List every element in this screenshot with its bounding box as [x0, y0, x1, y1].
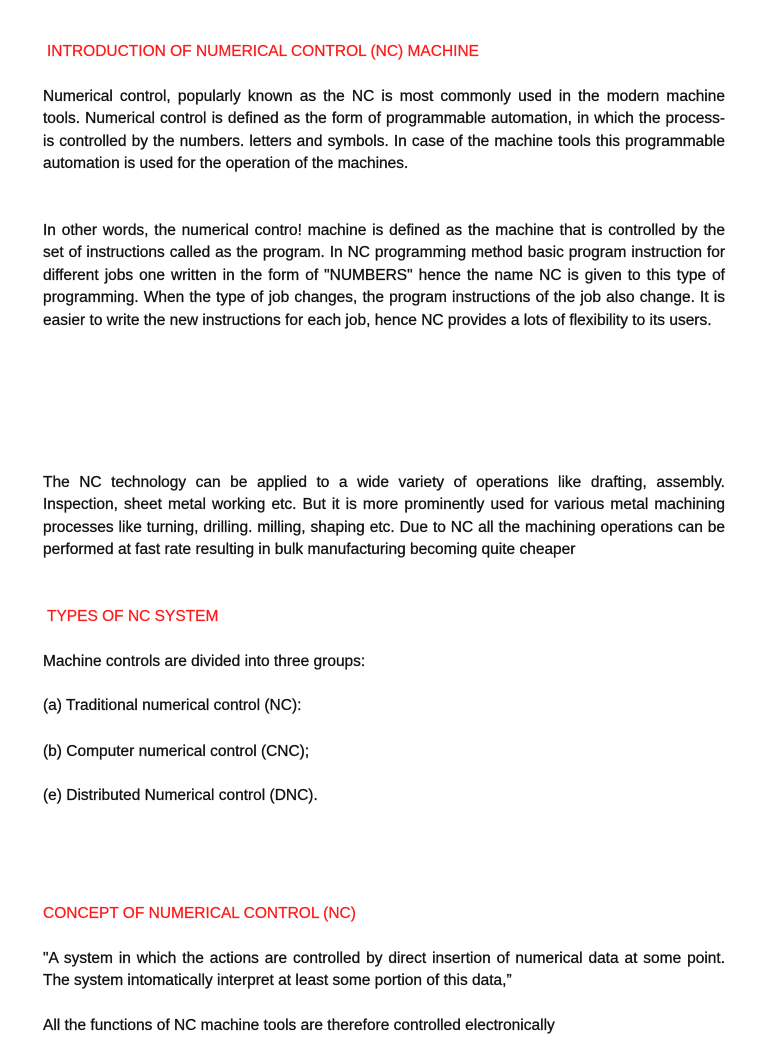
intro-paragraph-3: The NC technology can be applied to a wide variety of operations like drafting, assembly. Inspection, sheet metal working etc. But it is more prominently used for various metal machining processes like turning, drilling. milling, shaping etc. Due to NC all the machining operations can be performed at fast rate resulting in bulk manufacturing becoming quite cheaper	[43, 474, 725, 559]
types-item-b: (b) Computer numerical control (CNC);	[43, 743, 310, 760]
types-heading: TYPES OF NC SYSTEM	[47, 608, 219, 625]
concept-quote: "A system in which the actions are controlled by direct insertion of numerical data at some point. The system intomatically interpret at least some portion of this data,”	[43, 950, 725, 990]
concept-partial-line: All the functions of NC machine tools are therefore controlled electronically	[43, 1017, 555, 1034]
types-lead: Machine controls are divided into three groups:	[43, 653, 366, 670]
types-item-a: (a) Traditional numerical control (NC):	[43, 697, 302, 714]
intro-heading: INTRODUCTION OF NUMERICAL CONTROL (NC) MACHINE	[47, 43, 479, 60]
intro-paragraph-2: In other words, the numerical contro! machine is defined as the machine that is controlled by the set of instructions called as the program. In NC programming method basic program instruction for different jobs one written in the form of "NUMBERS" hence the name NC is given to this type of programming. When the type of job changes, the program instructions of the job also change. It is easier to write the new instructions for each job, hence NC provides a lots of flexibility to its users.	[43, 222, 725, 329]
document-page	[43, 0, 725, 1034]
types-item-c: (e) Distributed Numerical control (DNC).	[43, 787, 318, 804]
concept-heading: CONCEPT OF NUMERICAL CONTROL (NC)	[43, 905, 356, 922]
intro-paragraph-1: Numerical control, popularly known as the NC is most commonly used in the modern machine tools. Numerical control is defined as the form of programmable automation, in which the process-is controlled by the numbers. letters and symbols. In case of the machine tools this programmable automation is used for the operation of the machines.	[43, 88, 725, 173]
